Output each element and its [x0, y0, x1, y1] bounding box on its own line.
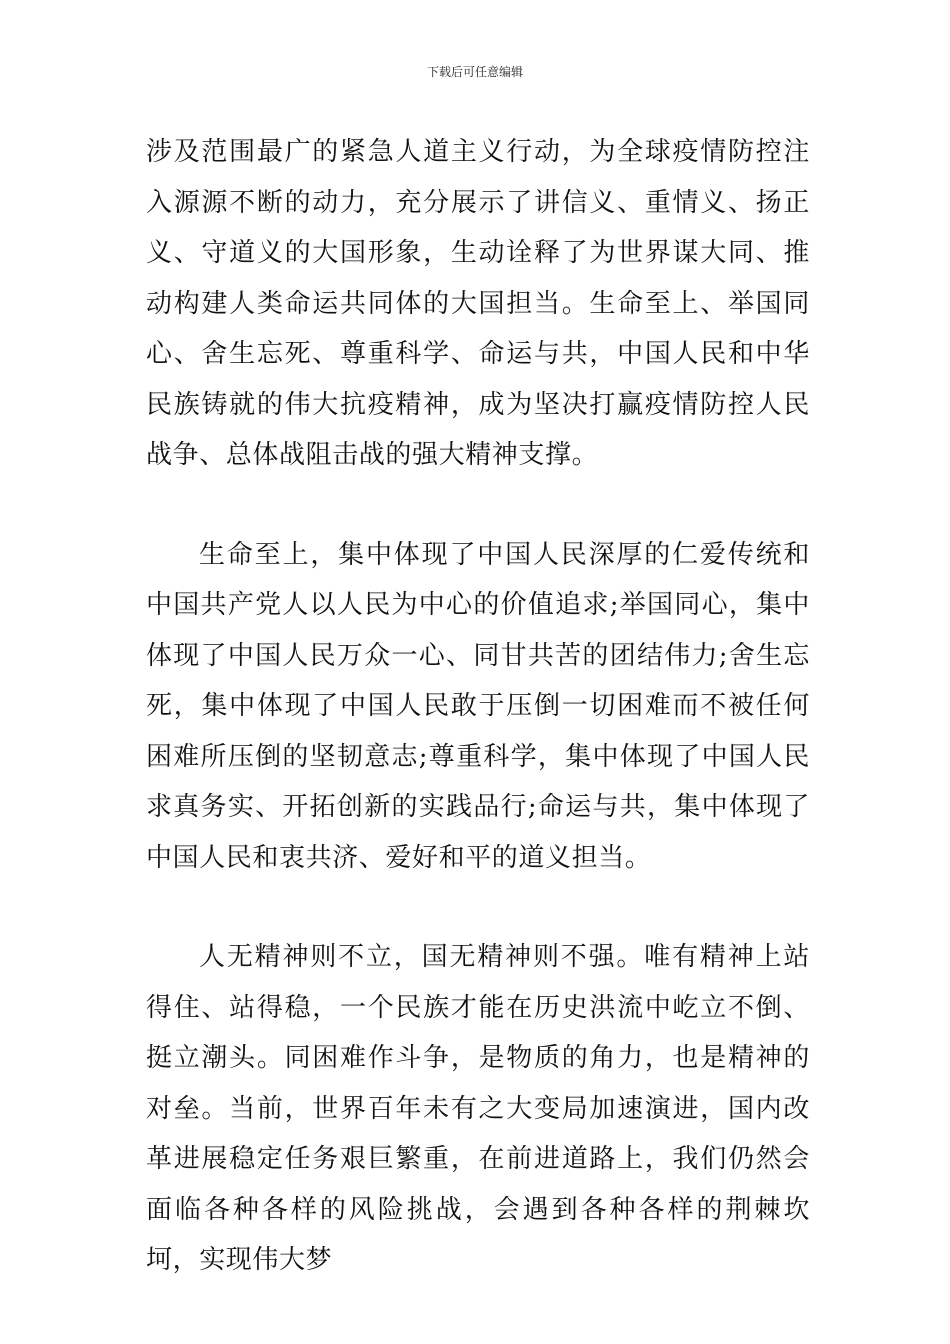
paragraph-1: 涉及范围最广的紧急人道主义行动，为全球疫情防控注入源源不断的动力，充分展示了讲信义、重情义、扬正义、守道义的大国形象，生动诠释了为世界谋大同、推动构建人类命运共同体的大国担当。生命至上、举国同心、舍生忘死、尊重科学、命运与共，中国人民和中华民族铸就的伟大抗疫精神，成为坚决打赢疫情防控人民战争、总体战阻击战的强大精神支撑。 — [146, 137, 810, 470]
paragraph-3: 人无精神则不立，国无精神则不强。唯有精神上站得住、站得稳，一个民族才能在历史洪流中屹立不倒、挺立潮头。同困难作斗争，是物质的角力，也是精神的对垒。当前，世界百年未有之大变局加速演进，国内改革进展稳定任务艰巨繁重，在前进道路上，我们仍然会面临各种各样的风险挑战，会遇到各种各样的荆棘坎坷，实现伟大梦 — [146, 942, 810, 1275]
page-header: 下载后可任意编辑 — [426, 65, 523, 79]
document-body — [146, 127, 810, 1286]
paragraph-2: 生命至上，集中体现了中国人民深厚的仁爱传统和中国共产党人以人民为中心的价值追求;举国同心，集中体现了中国人民万众一心、同甘共苦的团结伟力;舍生忘死，集中体现了中国人民敢于压倒一切困难而不被任何困难所压倒的坚韧意志;尊重科学，集中体现了中国人民求真务实、开拓创新的实践品行;命运与共，集中体现了中国人民和衷共济、爱好和平的道义担当。 — [146, 539, 810, 873]
